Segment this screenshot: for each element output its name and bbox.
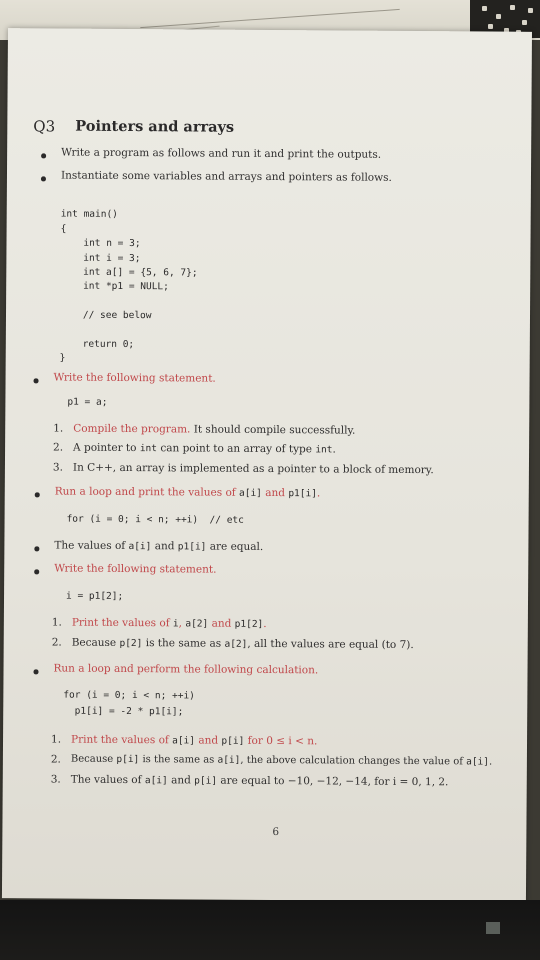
step1-item-num: 2. [53, 441, 64, 454]
step1-code: p1 = a; [67, 396, 108, 408]
item-text: is the same as [142, 637, 225, 650]
item-text: Print the values of [71, 616, 173, 630]
item-code: a[2] [224, 638, 248, 650]
bullet-dot [34, 569, 39, 574]
step3-item-2 [72, 637, 414, 651]
item-code: a[2] [185, 618, 209, 630]
section-number: Q3 [33, 117, 56, 136]
note-text: and [151, 540, 178, 553]
bullet-dot [34, 378, 39, 383]
item-code: int [315, 444, 333, 456]
bullet-dot [35, 492, 40, 497]
dark-floor [0, 900, 540, 960]
item-text: and [208, 617, 235, 630]
step4-item-num: 1. [50, 733, 62, 746]
code-line: int n = 3; [60, 237, 141, 250]
item-text: is the same as [139, 754, 218, 766]
item-text: and [194, 734, 222, 747]
item-text: can point to an array of type [156, 442, 316, 456]
step2-code: for (i = 0; i < n; ++i) // etc [66, 513, 244, 526]
step1-item-num: 1. [53, 422, 64, 435]
item-code: p1[2] [234, 618, 264, 630]
step1-heading: Write the following statement. [53, 371, 216, 385]
heading-text: . [316, 487, 321, 500]
item-text: for 0 ≤ i < n. [244, 734, 318, 748]
main-code-block [60, 194, 198, 368]
item-text: Print the values of [70, 733, 173, 747]
page-number: 6 [272, 826, 280, 839]
item-text: A pointer to [73, 441, 140, 455]
item-text: . [332, 443, 336, 456]
heading-code: p1[i] [288, 488, 317, 500]
item-code: a[i] [144, 775, 168, 787]
code-line: int *p1 = NULL; [60, 280, 169, 293]
item-code: p[2] [119, 637, 143, 650]
step3-item-1 [72, 617, 267, 630]
step3-item-num: 1. [51, 616, 62, 629]
document-page [2, 28, 532, 902]
step4-item-1 [71, 734, 317, 748]
step1-item-1 [73, 423, 355, 437]
item-text: The values of [70, 773, 145, 787]
item-text: , [178, 617, 186, 630]
code-line: int main() [60, 208, 118, 221]
section-title: Pointers and arrays [75, 117, 235, 136]
code-line: return 0; [59, 338, 135, 351]
bullet-dot [41, 176, 46, 181]
item-red-text: Compile the program. [73, 422, 191, 436]
step2-heading [55, 486, 321, 500]
note-text: The values of [54, 539, 129, 553]
step4-heading: Run a loop and perform the following calculation. [53, 662, 319, 677]
step4-item-num: 2. [50, 753, 61, 766]
item-text: . [488, 756, 493, 768]
step1-item-2 [73, 442, 336, 456]
step3-heading: Write the following statement. [54, 562, 217, 576]
intro-bullet-1: Write a program as follows and run it and print the outputs. [61, 146, 382, 161]
floor-object [486, 922, 500, 934]
step3-item-num: 2. [51, 636, 62, 649]
page-content [2, 28, 532, 902]
item-text: Because [70, 753, 117, 765]
item-code: int [139, 443, 158, 455]
bullet-dot [41, 153, 46, 158]
step3-code: i = p1[2]; [66, 590, 124, 602]
item-text: Because [71, 636, 120, 649]
item-text: and [167, 774, 195, 787]
step4-code-line-2: p1[i] = -2 * p1[i]; [63, 705, 184, 718]
item-text: . [263, 617, 267, 630]
code-line: // see below [59, 309, 152, 322]
step1-item-num: 3. [52, 461, 64, 474]
item-code: p[i] [194, 775, 218, 787]
code-line: { [60, 223, 67, 235]
code-line: } [59, 353, 66, 365]
item-text: , all the values are equal (to 7). [247, 637, 414, 652]
item-code: p[i] [116, 753, 140, 766]
note-code: a[i] [128, 541, 152, 553]
step4-item-3 [71, 774, 449, 789]
intro-bullet-2: Instantiate some variables and arrays and pointers as follows. [60, 169, 392, 184]
item-code: a[i] [466, 756, 490, 768]
item-code: p[i] [221, 735, 245, 747]
step4-item-2 [71, 754, 492, 768]
step2-note [54, 540, 263, 553]
note-text: are equal. [206, 540, 264, 553]
heading-text: Run a loop and print the values of [54, 485, 240, 499]
heading-text: and [261, 486, 289, 500]
item-code: a[i] [217, 754, 241, 766]
item-text: are equal to −10, −12, −14, for i = 0, 1, 2. [217, 774, 449, 789]
step4-item-num: 3. [50, 773, 61, 786]
background-line [140, 9, 399, 28]
code-line: int a[] = {5, 6, 7}; [60, 266, 198, 279]
item-text: , the above calculation changes the value of [240, 754, 467, 768]
bullet-dot [33, 669, 38, 674]
item-code: i [172, 618, 179, 630]
step4-code-line-1: for (i = 0; i < n; ++i) [63, 689, 195, 702]
bullet-dot [34, 546, 39, 551]
heading-code: a[i] [238, 487, 262, 499]
item-text: It should compile successfully. [190, 423, 356, 437]
note-code: p1[i] [177, 541, 207, 553]
step1-item-3: In C++, an array is implemented as a pointer to a block of memory. [72, 461, 434, 477]
item-code: a[i] [172, 735, 196, 747]
code-line: int i = 3; [60, 252, 141, 264]
